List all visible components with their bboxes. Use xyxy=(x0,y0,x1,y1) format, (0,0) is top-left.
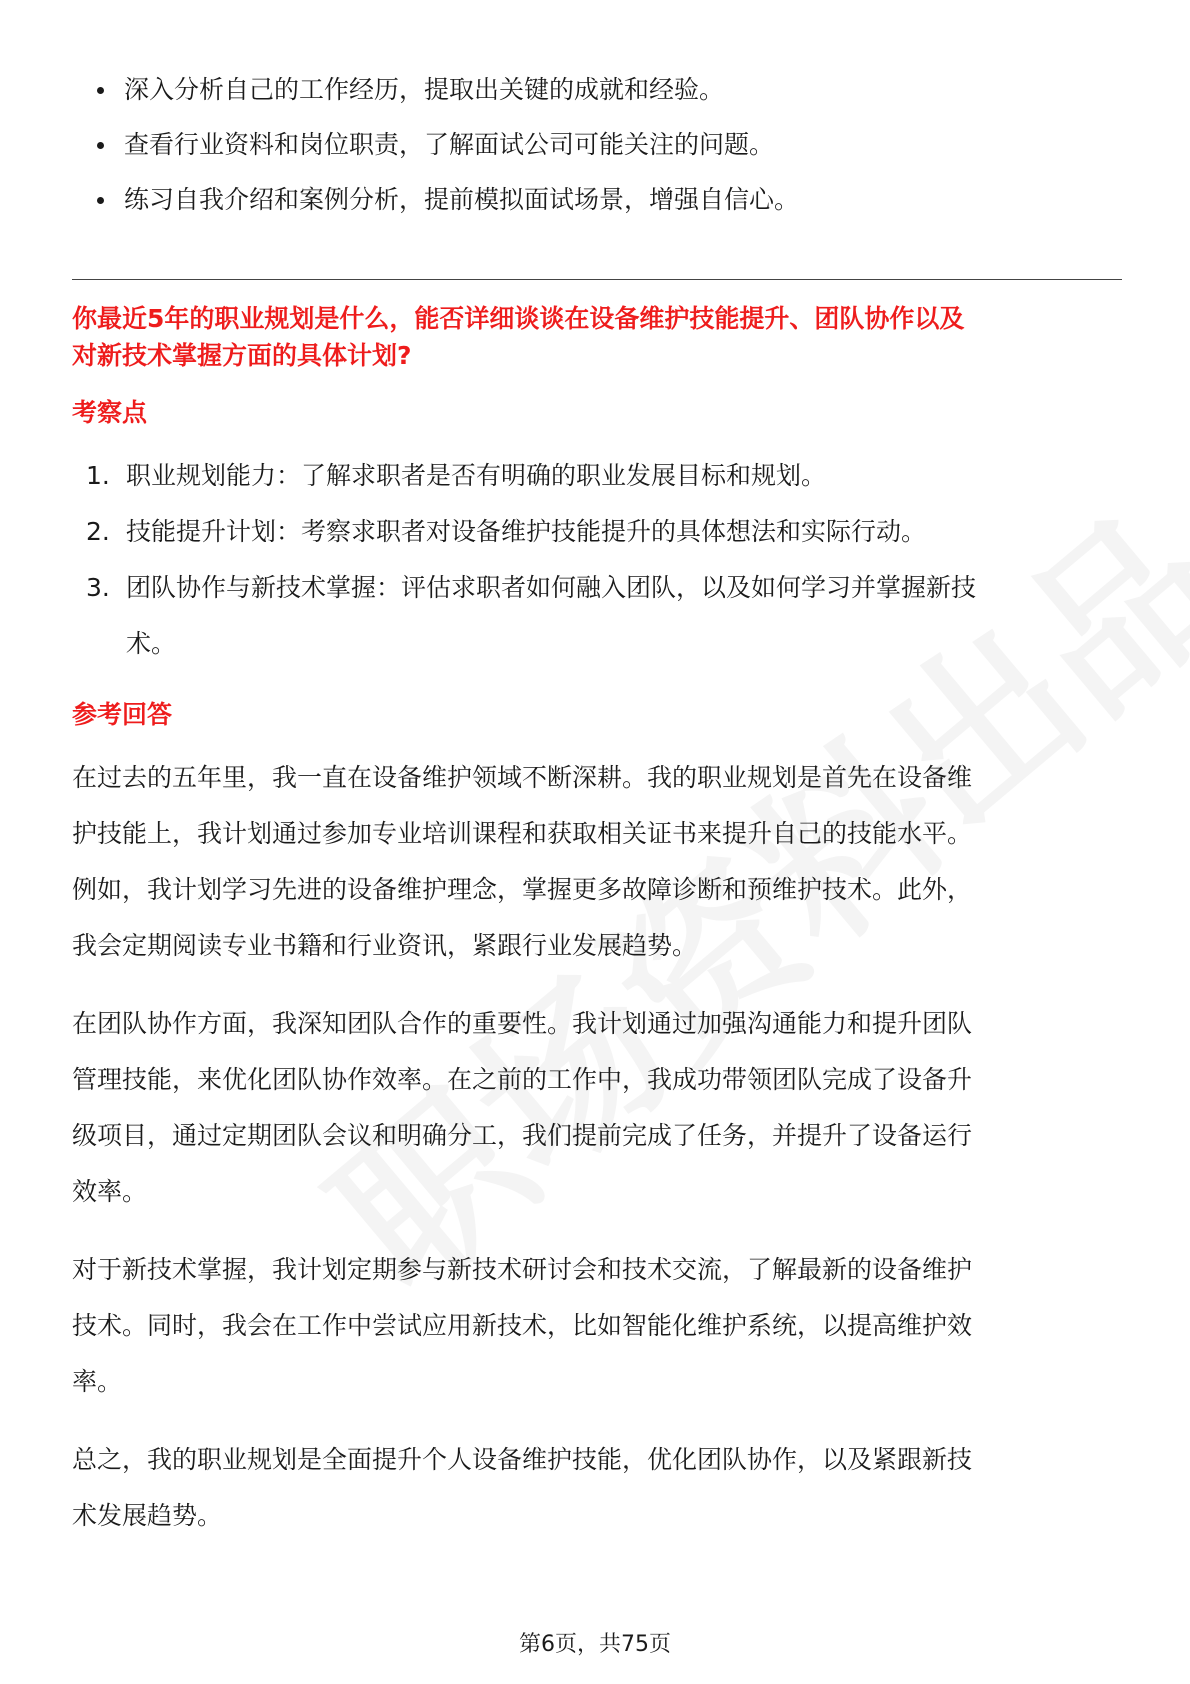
page-content xyxy=(72,62,1122,1566)
answer-title: 参考回答 xyxy=(72,700,173,729)
list-item: 深入分析自己的工作经历，提取出关键的成就和经验。 xyxy=(124,62,1122,117)
list-item: 查看行业资料和岗位职责，了解面试公司可能关注的问题。 xyxy=(124,117,1122,172)
bullet-icon xyxy=(97,142,104,149)
list-item: 3. 团队协作与新技术掌握：评估求职者如何融入团队，以及如何学习并掌握新技 术。 xyxy=(86,573,977,658)
divider xyxy=(72,279,1122,280)
list-item: 练习自我介绍和案例分析，提前模拟面试场景，增强自信心。 xyxy=(124,172,1122,227)
focus-list xyxy=(72,448,1122,672)
answer-paragraph: 总之，我的职业规划是全面提升个人设备维护技能，优化团队协作，以及紧跟新技 术发展趋势。 xyxy=(72,1445,973,1530)
list-item: 2. 技能提升计划：考察求职者对设备维护技能提升的具体想法和实际行动。 xyxy=(86,517,927,546)
page-number: 第6页，共75页 xyxy=(519,1632,671,1657)
list-item: 1. 职业规划能力：了解求职者是否有明确的职业发展目标和规划。 xyxy=(86,461,827,490)
focus-title: 考察点 xyxy=(72,398,148,427)
bullet-icon xyxy=(97,87,104,94)
bullet-icon xyxy=(97,197,104,204)
answer-paragraph: 在团队协作方面，我深知团队合作的重要性。我计划通过加强沟通能力和提升团队 管理技能，来优化团队协作效率。在之前的工作中，我成功带领团队完成了设备升 级项目，通过定期团队会议和明确分工，我们提前完成了任务，并提升了设备运行 效率。 xyxy=(72,1009,973,1206)
answer-paragraph: 对于新技术掌握，我计划定期参与新技术研讨会和技术交流，了解最新的设备维护 技术。同时，我会在工作中尝试应用新技术，比如智能化维护系统，以提高维护效 率。 xyxy=(72,1255,973,1396)
question-heading: 你最近5年的职业规划是什么，能否详细谈谈在设备维护技能提升、团队协作以及 对新技术掌握方面的具体计划? xyxy=(72,304,965,370)
answer-paragraph: 在过去的五年里，我一直在设备维护领域不断深耕。我的职业规划是首先在设备维 护技能上，我计划通过参加专业培训课程和获取相关证书来提升自己的技能水平。 例如，我计划学习先进的设备维护理念，掌握更多故障诊断和预维护技术。此外， 我会定期阅读专业书籍和行业资讯，紧跟行业发展趋势。 xyxy=(72,763,973,960)
tips-list xyxy=(72,62,1122,227)
